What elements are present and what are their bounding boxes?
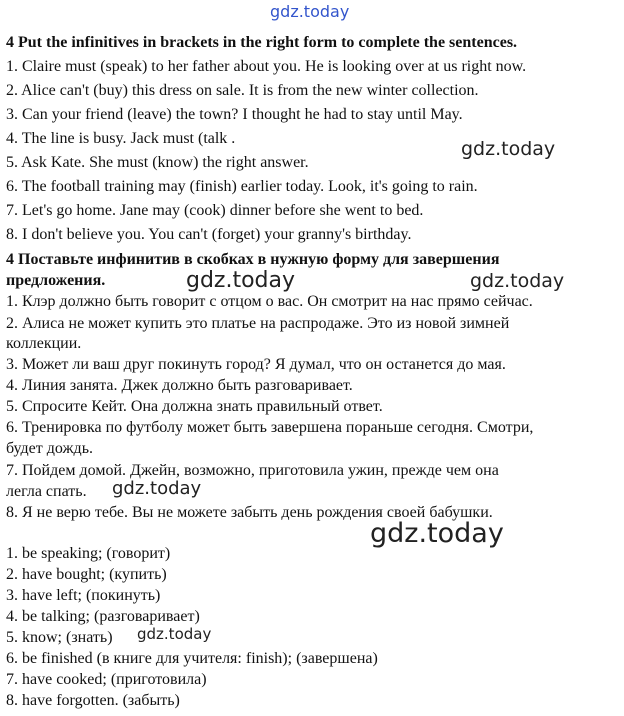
watermark: gdz.today — [470, 270, 565, 292]
sentence-en-3: 3. Can your friend (leave) the town? I thought he had to stay until May. — [6, 106, 463, 123]
answer-4: 4. be talking; (разговаривает) — [6, 608, 200, 625]
sentence-ru-2-cont: коллекции. — [6, 335, 82, 352]
watermark: gdz.today — [370, 518, 504, 549]
answer-6: 6. be finished (в книге для учителя: finish); (завершена) — [6, 650, 378, 667]
watermark: gdz.today — [186, 268, 296, 293]
sentence-ru-8: 8. Я не верю тебе. Вы не можете забыть день рождения своей бабушки. — [6, 504, 493, 521]
sentence-ru-5: 5. Спросите Кейт. Она должна знать правильный ответ. — [6, 398, 383, 415]
sentence-en-1: 1. Claire must (speak) to her father about you. He is looking over at us right now. — [6, 58, 527, 75]
exercise-heading-ru: 4 Поставьте инфинитив в скобках в нужную форму для завершения — [6, 251, 500, 268]
answer-1: 1. be speaking; (говорит) — [6, 545, 171, 562]
sentence-en-8: 8. I don't believe you. You can't (forget) your granny's birthday. — [6, 226, 412, 243]
sentence-ru-6: 6. Тренировка по футболу может быть завершена пораньше сегодня. Смотри, — [6, 419, 534, 436]
answer-7: 7. have cooked; (приготовила) — [6, 671, 207, 688]
sentence-ru-2: 2. Алиса не может купить это платье на распродаже. Это из новой зимней — [6, 315, 510, 332]
sentence-ru-6-cont: будет дождь. — [6, 440, 93, 457]
answer-5: 5. know; (знать) — [6, 629, 113, 646]
sentence-ru-7-cont: легла спать. — [6, 483, 87, 500]
sentence-ru-4: 4. Линия занята. Джек должно быть разговаривает. — [6, 377, 353, 394]
watermark-top: gdz.today — [270, 2, 350, 21]
answer-2: 2. have bought; (купить) — [6, 566, 167, 583]
sentence-ru-1: 1. Клэр должно быть говорит с отцом о вас. Он смотрит на нас прямо сейчас. — [6, 293, 533, 310]
watermark: gdz.today — [112, 478, 202, 499]
sentence-en-7: 7. Let's go home. Jane may (cook) dinner before she went to bed. — [6, 202, 424, 219]
sentence-ru-3: 3. Может ли ваш друг покинуть город? Я думал, что он останется до мая. — [6, 356, 506, 373]
watermark: gdz.today — [137, 625, 212, 643]
sentence-en-6: 6. The football training may (finish) earlier today. Look, it's going to rain. — [6, 178, 478, 195]
exercise-heading-en: 4 Put the infinitives in brackets in the right form to complete the sentences. — [6, 34, 518, 51]
sentence-en-5: 5. Ask Kate. She must (know) the right answer. — [6, 154, 309, 171]
watermark: gdz.today — [461, 138, 556, 160]
sentence-en-4: 4. The line is busy. Jack must (talk . — [6, 130, 236, 147]
answer-3: 3. have left; (покинуть) — [6, 587, 161, 604]
exercise-heading-ru-cont: предложения. — [6, 272, 106, 289]
answer-8: 8. have forgotten. (забыть) — [6, 692, 180, 709]
sentence-ru-7: 7. Пойдем домой. Джейн, возможно, приготовила ужин, прежде чем она — [6, 462, 499, 479]
sentence-en-2: 2. Alice can't (buy) this dress on sale. It is from the new winter collection. — [6, 82, 479, 99]
